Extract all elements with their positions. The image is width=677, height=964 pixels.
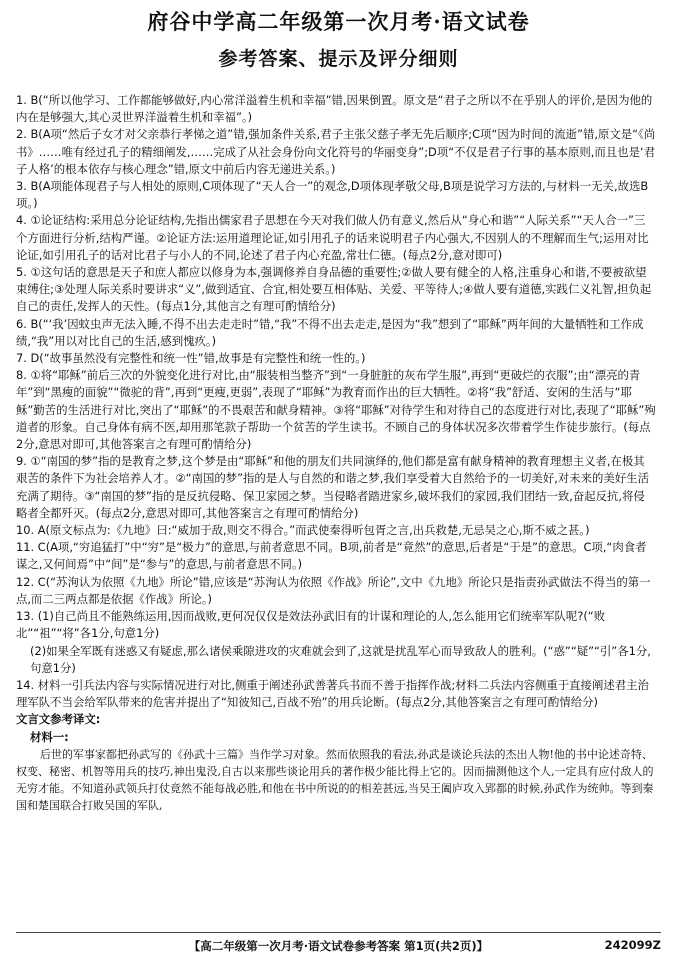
page-subtitle: 参考答案、提示及评分细则 <box>218 48 459 70</box>
answer-3: 3. B(A项能体现君子与人相处的原则,C项体现了“天人合一”的观念,D项体现孝敬父母,B项是说学习方法的,与材料一无关,故选B项。) <box>16 179 649 211</box>
answer-14: 14. 材料一引兵法内容与实际情况进行对比,侧重于阐述孙武善著兵书而不善于指挥作战;材料二兵法内容侧重于直接阐述君主治理军队不当会给军队带来的危害并提出了“知彼知己,百战不殆”的用兵论断。(每点2分,其他答案言之有理可酌情给分) <box>16 677 649 710</box>
answer-2: 2. B(A项“然后子女才对父亲恭行孝悌之道”错,强加条件关系,君子主张父慈子孝无先后顺序;C项“因为时间的流逝”错,原文是“《尚书》……唯有经过孔子的精细阐发,……完成了从社会身份向文化符号的华丽变身”;D项“不仅是君子行事的基本原则,而且也是‘君子人格’的根本依存与核心理念”错,原文中前后内容无递进关系。) <box>16 127 656 176</box>
answer-4: 4. ①论证结构:采用总分论证结构,先指出儒家君子思想在今天对我们做人仍有意义,然后从“身心和谐”“人际关系”“天人合一”三个方面进行分析,结构严谨。②论证方法:运用道理论证,如引用孔子的话来说明君子内心强大,不因别人的不理解而生气;运用对比论证,如引用孔子的话对比君子与小人的不同,论述了君子内心充盈,常壮仁德。(每点2分,意对即可) <box>16 213 649 262</box>
material-label: 材料一: <box>30 729 69 744</box>
answer-7: 7. D(“故事虽然没有完整性和统一性”错,故事是有完整性和统一性的。) <box>16 351 366 366</box>
footer-divider <box>16 932 661 933</box>
answer-5: 5. ①这句话的意思是天子和庶人都应以修身为本,强调修养自身品德的重要性;②做人要有健全的人格,注重身心和谐,不要被欲望束缚住;③处理人际关系时要讲求“义”,做到适宜、合宜,相处要互相体贴、关爱、平等待人;④做人要有道德,实践仁义礼智,担负起自己的责任,发挥人的天性。(每点1分,其他言之有理可酌情给分) <box>16 265 652 314</box>
answer-10: 10. A(原文标点为:《九地》曰:“威加于敌,则交不得合。”而武使秦得听包胥之言,出兵救楚,无忌吴之心,斯不威之甚。) <box>16 523 590 538</box>
footer-code: 242099Z <box>604 938 661 952</box>
answers-body <box>16 92 656 815</box>
answer-12: 12. C(“苏洵认为依照《九地》所论”错,应该是“苏洵认为依照《作战》所论”,文中《九地》所论只是指责孙武做法不得当的第一点,而二三两点都是依据《作战》所论。) <box>16 574 651 606</box>
footer-label: 【高二年级第一次月考·语文试卷参考答案 第1页(共2页)】 <box>188 939 489 953</box>
answer-9: 9. ①“南国的梦”指的是教育之梦,这个梦是由“耶稣”和他的朋友们共同演绎的,他们都是富有献身精神的教育理想主义者,在极其艰苦的条件下为社会培养人才。②“南国的梦”指的是人与自然的和谐之梦,我们享受着大自然给予的一切美好,对未来的美好生活充满了期待。③“南国的梦”指的是反抗侵略、保卫家园之梦。当侵略者踏进家乡,破坏我们的家园,我们团结一致,奋起反抗,将侵略者全都歼灭。(每点2分,意思对即可,其他答案言之有理可酌情给分) <box>16 454 649 520</box>
translation-text: 后世的军事家都把孙武写的《孙武十三篇》当作学习对象。然而依照我的看法,孙武是谈论兵法的杰出人物!他的书中论述奇特、权变、秘密、机智等用兵的技巧,神出鬼没,自古以来那些谈论用兵的著作极少能比得上它的。因而揣测他这个人,一定具有应付敌人的无穷才能。不知道孙武领兵打仗竟然不能每战必胜,和他在书中所说的的相差甚远,当吴王阖庐攻入郢都的时候,孙武作为统帅。等到秦国和楚国联合打败吴国的军队, <box>16 747 654 813</box>
page-title: 府谷中学高二年级第一次月考·语文试卷 <box>147 9 530 34</box>
answer-11: 11. C(A项,“穷追猛打”中“穷”是“极力”的意思,与前者意思不同。B项,前者是“竟然”的意思,后者是“于是”的意思。C项,“肉食者谋之,又何间焉”中“间”是“参与”的意思,与前者意思不同。) <box>16 540 647 572</box>
answer-13-1: 13. (1)自己尚且不能熟练运用,因而战败,更何况仅仅是效法孙武旧有的计谋和理论的人,怎么能用它们统率军队呢?(“败北”“祖”“将”各1分,句意1分) <box>16 609 606 641</box>
answer-8: 8. ①将“耶稣”前后三次的外貌变化进行对比,由“服装相当整齐”到“一身脏脏的灰布学生服”,再到“更破烂的衣服”;由“漂亮的青年”到“黑瘦的面貌”“微驼的背”,再到“更瘦,更弱”,表现了“耶稣”为教育而作出的巨大牺牲。②将“我”舒适、安闲的生活与“耶稣”勤苦的生活进行对比,突出了“耶稣”的不畏艰苦和献身精神。③将“耶稣”对待学生和对待自己的态度进行对比,表现了“耶稣”殉道者的形象。自己身体有病不医,却用那笔款子帮助一个贫苦的学生读书。不顾自己的身体状况多次带着学生作徒步旅行。(每点2分,意思对即可,其他答案言之有理可酌情给分) <box>16 368 656 452</box>
answer-1: 1. B(“所以他学习、工作都能够做好,内心常洋溢着生机和幸福”错,因果倒置。原文是“君子之所以不在乎别人的评价,是因为他的内在是够强大,其心灵世界洋溢着生机和幸福”。) <box>16 93 653 125</box>
translation-heading: 文言文参考译文: <box>16 712 101 727</box>
answer-6: 6. B(“‘我’因蚊虫声无法入睡,不得不出去走走时”错,“我”不得不出去走走,是因为“我”想到了“耶稣”两年间的大量牺牲和工作成绩,“我”用以对比自己的生活,感到愧疚。) <box>16 316 644 348</box>
answer-13-2: (2)如果全军既有迷惑又有疑虑,那么诸侯乘隙进攻的灾难就会到了,这就是扰乱军心而导致敌人的胜利。(“惑”“疑”“引”各1分,句意1分) <box>30 643 651 675</box>
